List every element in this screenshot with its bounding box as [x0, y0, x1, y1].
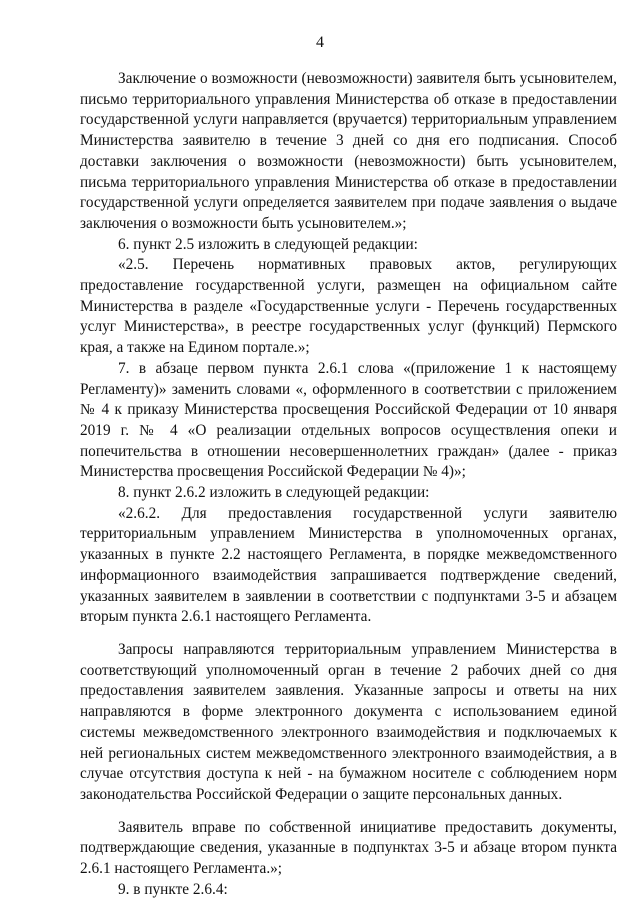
- page-number: 4: [316, 34, 324, 51]
- paragraph-clause-2-6-2: «2.6.2. Для предоставления государственной услуги заявителю территориальным управлением Министерства в уполномоченных органах, указанных в пункте 2.2 настоящего Регламента, в порядке межведомственного информационного взаимодействия запрашивается подтверждение сведений, указанных заявителем в заявлении в соответствии с подпунктами 3-5 и абзацем вторым пункта 2.6.1 настоящего Регламента.: [80, 504, 617, 626]
- paragraph-requests: Запросы направляются территориальным управлением Министерства в соответствующий уполномоченный орган в течение 2 рабочих дней со дня предоставления заявителем заявления. Указанные запросы и ответы на них направляются в форме электронного документа с использованием единой системы межведомственного электронного взаимодействия и подключаемых к ней региональных систем межведомственного электронного взаимодействия, а в случае отсутствия доступа к ней - на бумажном носителе с соблюдением норм законодательства Российской Федерации о защите персональных данных.: [80, 640, 617, 803]
- paragraph-clause-2-5: «2.5. Перечень нормативных правовых актов, регулирующих предоставление государственной услуги, размещен на официальном сайте Министерства в разделе «Государственные услуги - Перечень государственных услуг Министерства», в реестре государственных услуг (функций) Пермского края, а также на Едином портале.»;: [80, 256, 617, 357]
- document-body: [80, 69, 617, 900]
- paragraph-item-7: 7. в абзаце первом пункта 2.6.1 слова «(приложение 1 к настоящему Регламенту)» заменить словами «, оформленного в соответствии с приложением № 4 к приказу Министерства просвещения Российской Федерации от 10 января 2019 г. № 4 «О реализации отдельных вопросов осуществления опеки и попечительства в отношении несовершеннолетних граждан» (далее - приказ Министерства просвещения Российской Федерации № 4)»;: [80, 359, 617, 481]
- paragraph-item-8: 8. пункт 2.6.2 изложить в следующей редакции:: [118, 484, 430, 502]
- paragraph-conclusion-delivery: Заключение о возможности (невозможности) заявителя быть усыновителем, письмо территориального управления Министерства об отказе в предоставлении государственной услуги направляется (вручается) территориальным управлением Министерства заявителю в течение 3 дней со дня его подписания. Способ доставки заключения о возможности (невозможности) быть усыновителем, письма территориального управления Министерства об отказе в предоставлении государственной услуги определяется заявителем при подаче заявления о выдаче заключения о возможности быть усыновителем.»;: [80, 70, 617, 232]
- paragraph-applicant-right: Заявитель вправе по собственной инициативе предоставить документы, подтверждающие сведения, указанные в подпунктах 3-5 и абзаце втором пункта 2.6.1 настоящего Регламента.»;: [80, 818, 617, 878]
- paragraph-item-9: 9. в пункте 2.6.4:: [118, 880, 228, 898]
- paragraph-item-6: 6. пункт 2.5 изложить в следующей редакции:: [118, 235, 418, 253]
